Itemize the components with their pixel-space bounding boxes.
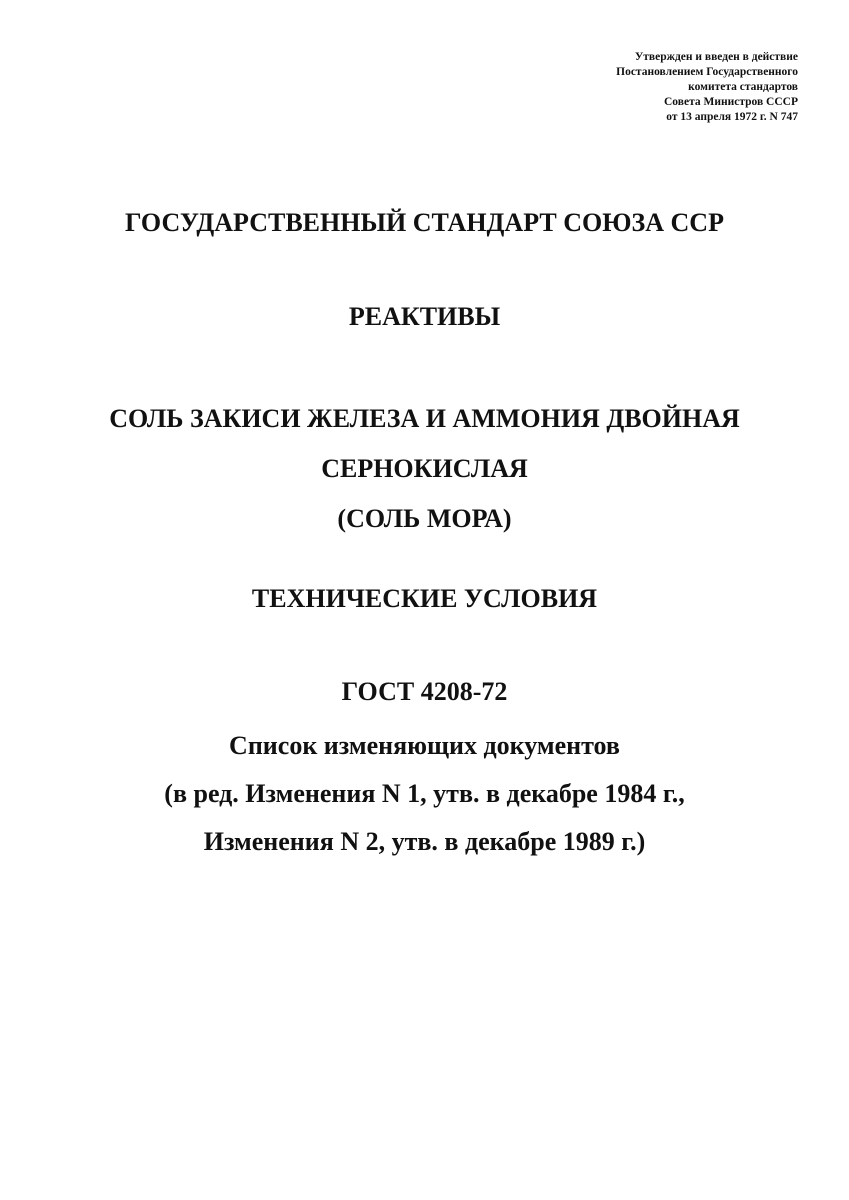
amendments-line: (в ред. Изменения N 1, утв. в декабре 1984 г., [164,779,685,808]
section-title-block [0,584,849,614]
standard-title-block [0,208,849,238]
product-title-line: СОЛЬ ЗАКИСИ ЖЕЛЕЗА И АММОНИЯ ДВОЙНАЯ [109,404,740,433]
gost-number: ГОСТ 4208-72 [341,677,508,706]
category-title: РЕАКТИВЫ [348,302,501,331]
gost-number-block [0,677,849,707]
standard-title: ГОСУДАРСТВЕННЫЙ СТАНДАРТ СОЮЗА ССР [125,208,724,237]
approval-stamp [538,50,798,125]
approval-line: от 13 апреля 1972 г. N 747 [666,111,798,123]
amendments-line: Список изменяющих документов [229,731,620,760]
amendments-block [0,722,849,866]
approval-line: комитета стандартов [688,81,798,93]
approval-line: Утвержден и введен в действие [634,51,798,63]
approval-line: Постановлением Государственного [616,66,798,78]
product-title-line: (СОЛЬ МОРА) [337,504,512,533]
product-title-block [0,394,849,544]
category-block [0,302,849,332]
approval-line: Совета Министров СССР [663,96,798,108]
amendments-line: Изменения N 2, утв. в декабре 1989 г.) [203,827,646,856]
section-title: ТЕХНИЧЕСКИЕ УСЛОВИЯ [251,584,598,613]
product-title-line: СЕРНОКИСЛАЯ [321,454,528,483]
